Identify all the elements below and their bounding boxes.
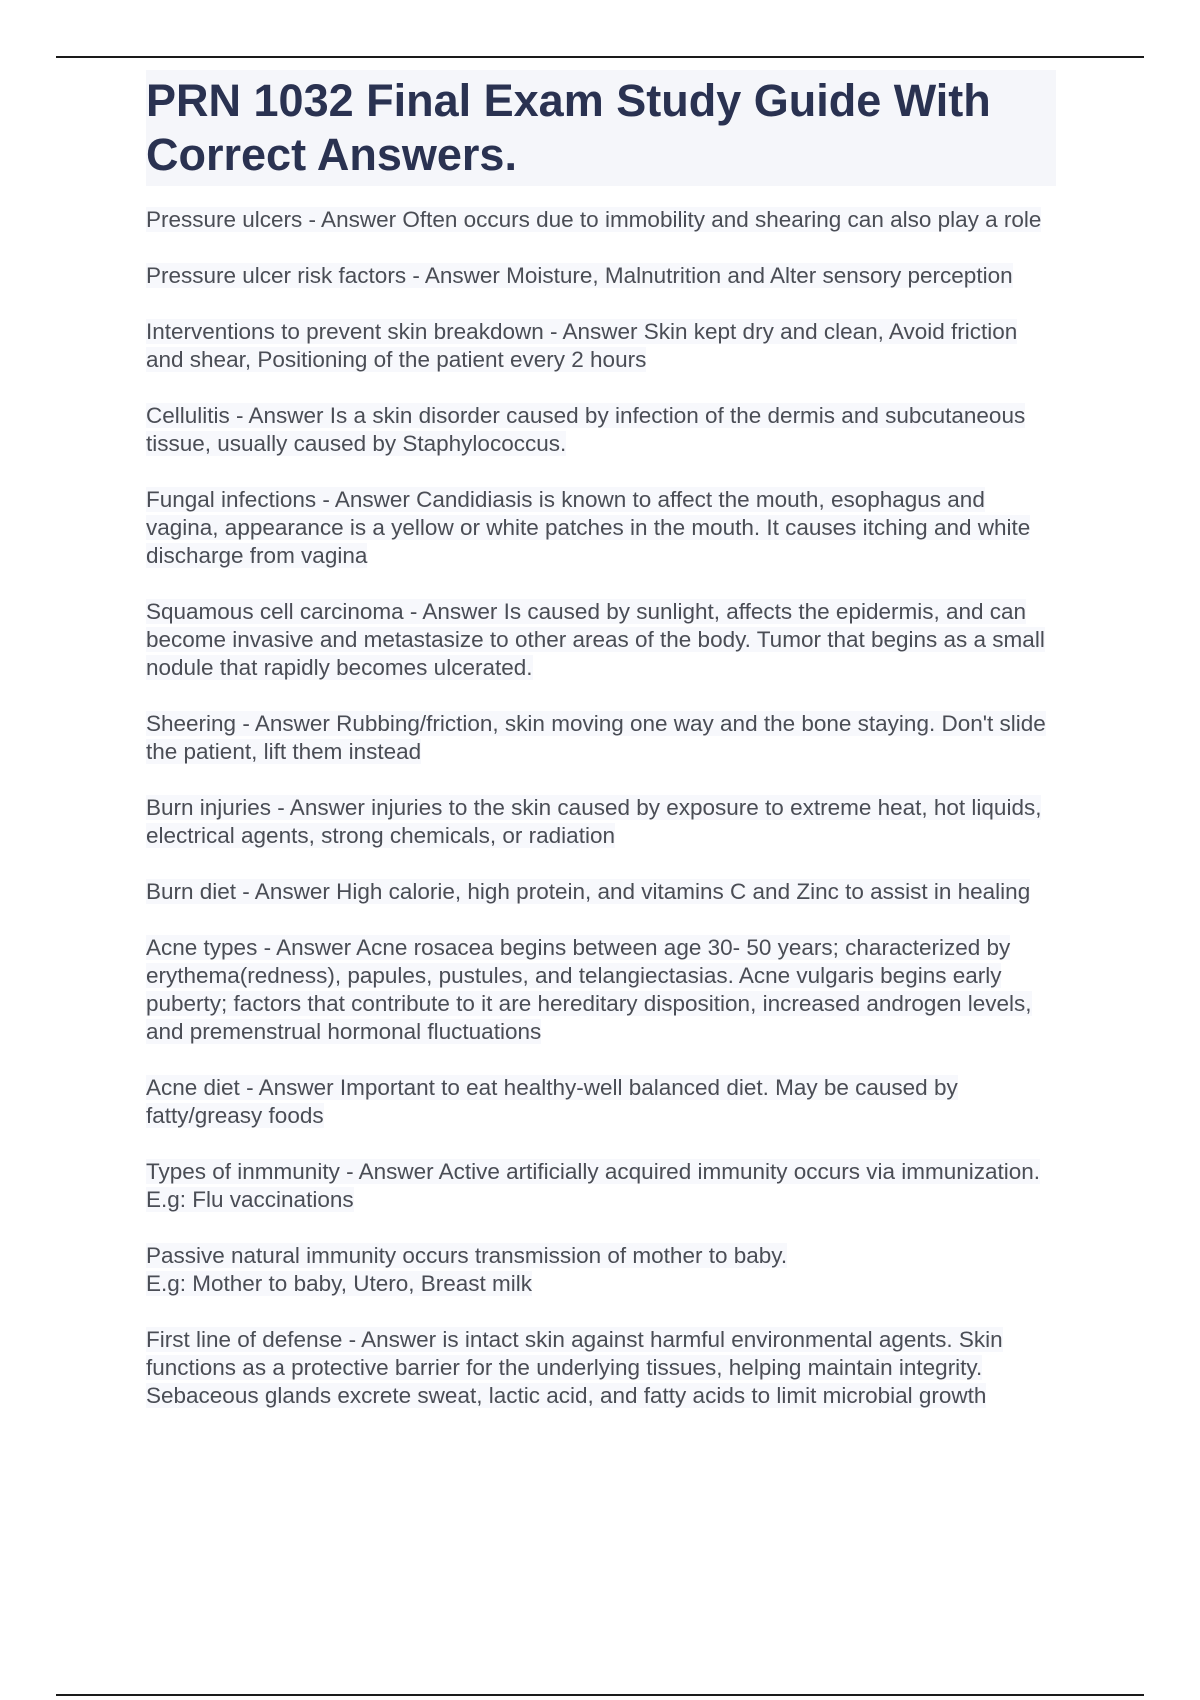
entry-text: Pressure ulcers - Answer Often occurs due to immobility and shearing can also play a role	[146, 207, 1042, 232]
bottom-rule	[56, 1694, 1144, 1696]
entry-text: Burn diet - Answer High calorie, high protein, and vitamins C and Zinc to assist in healing	[146, 879, 1031, 904]
entry-text: Interventions to prevent skin breakdown - Answer Skin kept dry and clean, Avoid friction and shear, Positioning of the patient every 2 hours	[146, 319, 1018, 372]
entry-fungal-infections	[146, 486, 1056, 570]
entry-text: Passive natural immunity occurs transmission of mother to baby. E.g: Mother to baby, Utero, Breast milk	[146, 1243, 788, 1296]
entry-text: Squamous cell carcinoma - Answer Is caused by sunlight, affects the epidermis, and can become invasive and metastasize to other areas of the body. Tumor that begins as a small nodule that rapidly becomes ulcerated.	[146, 599, 1045, 680]
entry-text: Fungal infections - Answer Candidiasis is known to affect the mouth, esophagus and vagina, appearance is a yellow or white patches in the mouth. It causes itching and white discharge from vagina	[146, 487, 1031, 568]
entry-passive-natural-immunity	[146, 1242, 1056, 1298]
top-rule	[56, 56, 1144, 58]
entry-sheering	[146, 710, 1056, 766]
entry-first-line-of-defense	[146, 1326, 1056, 1410]
entry-acne-types	[146, 934, 1056, 1046]
entry-squamous-cell-carcinoma	[146, 598, 1056, 682]
entry-text: Burn injuries - Answer injuries to the skin caused by exposure to extreme heat, hot liquids, electrical agents, strong chemicals, or radiation	[146, 795, 1042, 848]
entry-interventions-skin-breakdown	[146, 318, 1056, 374]
entry-text: First line of defense - Answer is intact skin against harmful environmental agents. Skin functions as a protective barrier for the underlying tissues, helping maintain integrity. Sebaceous glands excrete sweat, lactic acid, and fatty acids to limit microbial growth	[146, 1327, 1003, 1408]
entry-text: Acne diet - Answer Important to eat healthy-well balanced diet. May be caused by fatty/greasy foods	[146, 1075, 958, 1128]
entry-burn-diet	[146, 878, 1056, 906]
document-title: PRN 1032 Final Exam Study Guide With Correct Answers.	[146, 70, 1056, 186]
entry-pressure-ulcer-risk-factors	[146, 262, 1056, 290]
entry-pressure-ulcers	[146, 206, 1056, 234]
entry-types-of-immunity	[146, 1158, 1056, 1214]
document-body	[146, 70, 1056, 1438]
entry-text: Pressure ulcer risk factors - Answer Moisture, Malnutrition and Alter sensory perception	[146, 263, 1013, 288]
entry-text: Acne types - Answer Acne rosacea begins between age 30- 50 years; characterized by erythema(redness), papules, pustules, and telangiectasias. Acne vulgaris begins early puberty; factors that contribute to it are hereditary disposition, increased androgen levels, and premenstrual hormonal fluctuations	[146, 935, 1032, 1044]
entry-text: Cellulitis - Answer Is a skin disorder caused by infection of the dermis and subcutaneous tissue, usually caused by Staphylococcus.	[146, 403, 1026, 456]
entry-burn-injuries	[146, 794, 1056, 850]
entry-acne-diet	[146, 1074, 1056, 1130]
entry-text: Sheering - Answer Rubbing/friction, skin moving one way and the bone staying. Don't slide the patient, lift them instead	[146, 711, 1046, 764]
entry-cellulitis	[146, 402, 1056, 458]
entry-text: Types of inmmunity - Answer Active artificially acquired immunity occurs via immunization. E.g: Flu vaccinations	[146, 1159, 1041, 1212]
